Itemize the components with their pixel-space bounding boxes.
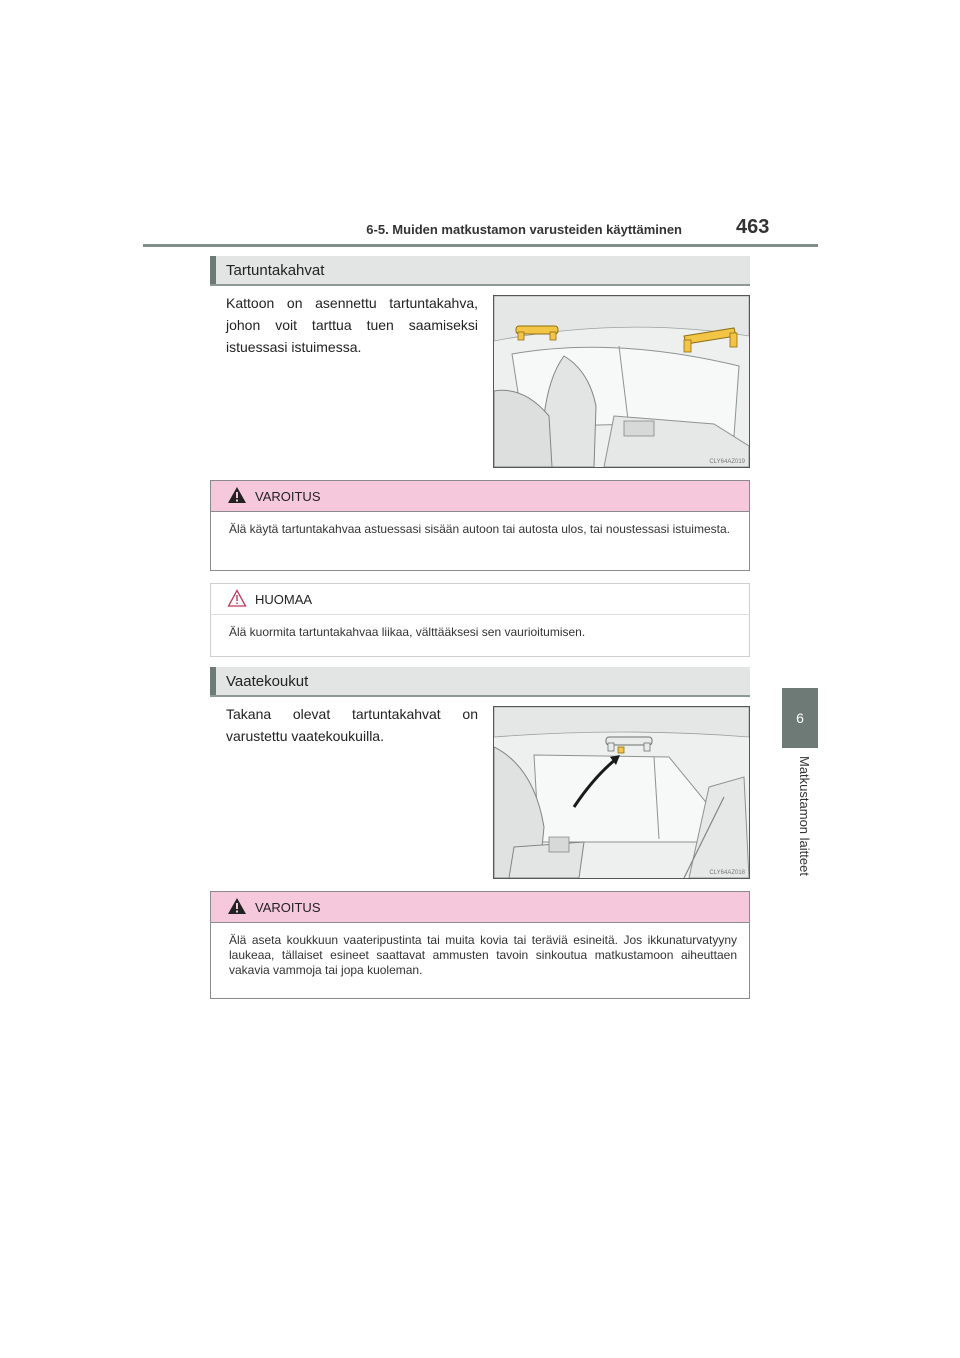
figure-code: CLY64AZ019 [709,459,745,465]
chapter-number: 6 [796,710,804,726]
caution-box-grip-load [210,583,750,657]
warning-text: Älä käytä tartuntakahvaa astuessasi sisään autoon tai autosta ulos, tai noustessasi istuimesta. [229,522,730,536]
caution-text: Älä kuormita tartuntakahvaa liikaa, välttääksesi sen vaurioitumisen. [229,625,586,639]
warning-box-grip-use [210,480,750,571]
figure-code: CLY64AZ018 [709,870,745,876]
section-heading-coat-hooks [210,667,750,697]
warning-triangle-icon [227,897,247,915]
warning-text: Älä aseta koukkuun vaateripustinta tai muita kovia tai teräviä esineitä. Jos ikkunaturvatyyny laukeaa, tällaiset esineet saattavat ammusten tavoin sinkoutua matkustamoon aiheuttaen vakavia vammoja tai jopa kuoleman. [229,933,737,977]
warning-box-coat-hook [210,891,750,999]
warning-title-row [211,481,749,512]
section-heading-assist-grips [210,256,750,286]
caution-title-row [211,584,749,615]
coat-hook-description: Takana olevat tartuntakahvat on varustettu vaatekoukuilla. [226,706,478,744]
chapter-tab [782,688,818,748]
warning-title-row [211,892,749,923]
caution-triangle-icon [227,589,247,607]
warning-title: VAROITUS [255,900,321,915]
running-header-title: 6-5. Muiden matkustamon varusteiden käyttäminen [366,222,682,237]
warning-triangle-icon [227,486,247,504]
warning-title: VAROITUS [255,489,321,504]
section-heading-bar [210,256,216,284]
assist-grip-description: Kattoon on asennettu tartuntakahva, johon voit tarttua tuen saamiseksi istuessasi istuimessa. [226,295,478,355]
car-interior-grips-drawing [494,296,749,467]
chapter-label: Matkustamon laitteet [797,756,812,876]
caution-title: HUOMAA [255,592,313,607]
section-heading-text: Tartuntakahvat [226,262,325,279]
assist-grip-illustration [493,295,750,468]
section-heading-bar [210,667,216,695]
section-heading-text: Vaatekoukut [226,673,309,690]
header-rule [143,244,818,247]
page-number: 463 [736,216,770,238]
car-interior-hook-drawing [494,707,749,878]
coat-hook-illustration [493,706,750,879]
